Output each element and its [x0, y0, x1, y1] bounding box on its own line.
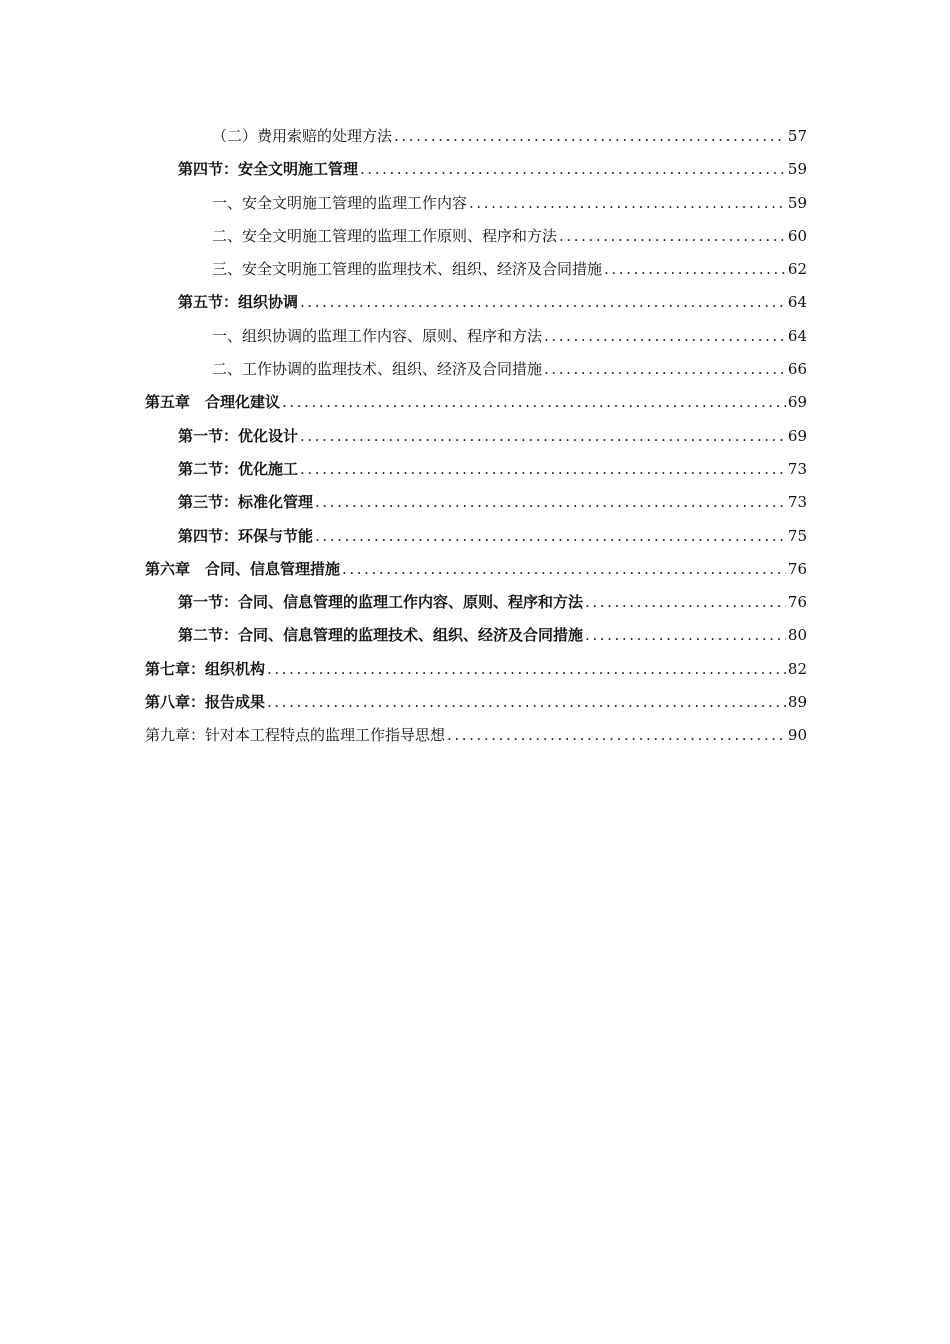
- toc-entry-title: 第一节：合同、信息管理的监理工作内容、原则、程序和方法: [178, 593, 584, 612]
- toc-entry[interactable]: [145, 320, 807, 353]
- toc-entry-title: 一、安全文明施工管理的监理工作内容: [212, 193, 468, 212]
- toc-entry[interactable]: [145, 353, 807, 386]
- toc-leader-dots: [300, 420, 786, 453]
- toc-leader-dots: [342, 553, 786, 586]
- toc-page-number: 76: [787, 593, 807, 612]
- toc-page-number: 80: [787, 626, 807, 645]
- toc-entry[interactable]: [145, 719, 807, 752]
- toc-page-number: 90: [787, 726, 807, 745]
- toc-leader-dots: [315, 520, 786, 553]
- toc-leader-dots: [300, 453, 786, 486]
- toc-entry-title: 第三节：标准化管理: [178, 493, 314, 512]
- toc-entry[interactable]: [145, 553, 807, 586]
- toc-entry[interactable]: [145, 653, 807, 686]
- toc-entry-title: 第六章 合同、信息管理措施: [145, 559, 341, 578]
- toc-entry-title: （二）费用索赔的处理方法: [212, 127, 393, 145]
- toc-leader-dots: [447, 719, 786, 752]
- toc-page-number: 69: [787, 426, 807, 445]
- toc-entry[interactable]: [145, 220, 807, 253]
- toc-page-number: 60: [787, 226, 807, 245]
- toc-page-number: 62: [787, 260, 807, 279]
- toc-leader-dots: [544, 320, 786, 353]
- toc-entry[interactable]: [145, 586, 807, 619]
- toc-leader-dots: [267, 653, 786, 686]
- toc-entry[interactable]: [145, 420, 807, 453]
- toc-entry-title: 第五章 合理化建议: [145, 393, 281, 412]
- toc-leader-dots: [559, 220, 786, 253]
- toc-entry-title: 第二节：合同、信息管理的监理技术、组织、经济及合同措施: [178, 626, 584, 645]
- toc-page-number: 66: [787, 360, 807, 379]
- toc-leader-dots: [360, 153, 786, 186]
- toc-entry-title: 二、安全文明施工管理的监理工作原则、程序和方法: [212, 226, 558, 245]
- toc-leader-dots: [604, 253, 786, 286]
- toc-page-number: 57: [787, 127, 807, 145]
- toc-entry[interactable]: [145, 253, 807, 286]
- toc-page-number: 64: [787, 293, 807, 312]
- toc-page-number: 59: [787, 193, 807, 212]
- toc-entry[interactable]: [145, 120, 807, 153]
- toc-entry-title: 第九章：针对本工程特点的监理工作指导思想: [145, 726, 446, 745]
- toc-entry[interactable]: [145, 187, 807, 220]
- toc-entry-title: 第八章：报告成果: [145, 693, 266, 712]
- toc-leader-dots: [315, 486, 786, 519]
- toc-entry-title: 第五节：组织协调: [178, 293, 299, 312]
- toc-page-number: 59: [787, 160, 807, 179]
- toc-leader-dots: [282, 386, 786, 419]
- toc-entry-title: 第四节：安全文明施工管理: [178, 160, 359, 179]
- toc-page-number: 82: [787, 659, 807, 678]
- toc-page-number: 76: [787, 559, 807, 578]
- toc-entry[interactable]: [145, 486, 807, 519]
- toc-leader-dots: [300, 286, 786, 319]
- toc-entry[interactable]: [145, 453, 807, 486]
- toc-entry-title: 二、工作协调的监理技术、组织、经济及合同措施: [212, 360, 543, 379]
- toc-entry-title: 三、安全文明施工管理的监理技术、组织、经济及合同措施: [212, 260, 603, 279]
- toc-entry[interactable]: [145, 386, 807, 419]
- toc-entry[interactable]: [145, 520, 807, 553]
- toc-leader-dots: [544, 353, 786, 386]
- toc-page-number: 64: [787, 326, 807, 345]
- toc-entry[interactable]: [145, 286, 807, 319]
- toc-entry-title: 第四节：环保与节能: [178, 526, 314, 545]
- toc-entry-title: 一、组织协调的监理工作内容、原则、程序和方法: [212, 326, 543, 345]
- toc-entry-title: 第七章：组织机构: [145, 659, 266, 678]
- toc-entry[interactable]: [145, 619, 807, 652]
- toc-entry[interactable]: [145, 153, 807, 186]
- toc-leader-dots: [469, 187, 786, 220]
- table-of-contents: [145, 120, 807, 753]
- toc-page-number: 73: [787, 459, 807, 478]
- toc-entry-title: 第一节：优化设计: [178, 426, 299, 445]
- toc-leader-dots: [267, 686, 786, 719]
- toc-page-number: 75: [787, 526, 807, 545]
- toc-leader-dots: [585, 586, 786, 619]
- toc-leader-dots: [394, 120, 786, 153]
- toc-page-number: 73: [787, 493, 807, 512]
- toc-entry-title: 第二节：优化施工: [178, 459, 299, 478]
- toc-entry[interactable]: [145, 686, 807, 719]
- toc-leader-dots: [585, 619, 786, 652]
- toc-page-number: 89: [787, 693, 807, 712]
- toc-page-number: 69: [787, 393, 807, 412]
